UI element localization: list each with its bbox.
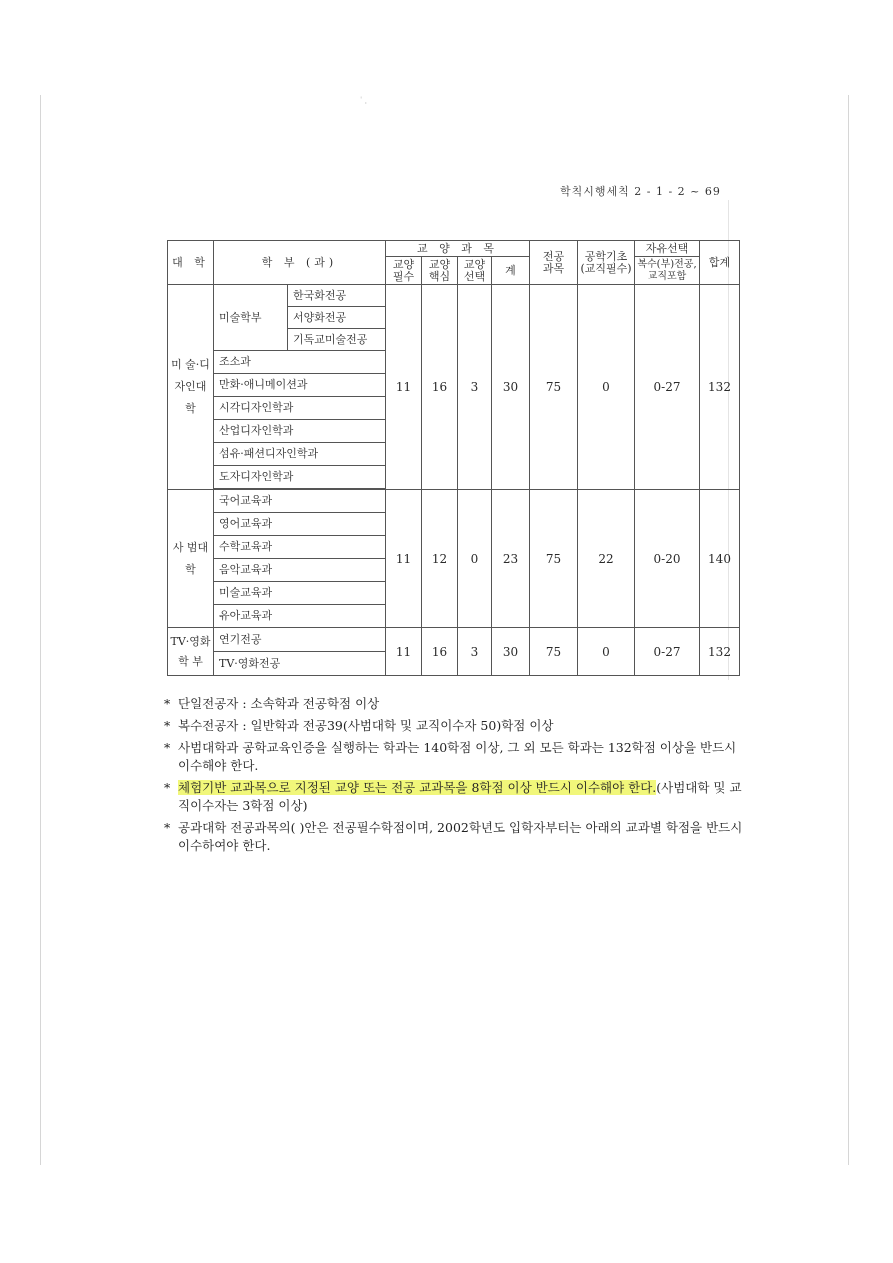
asterisk-marker: * xyxy=(164,740,171,755)
note-experiential-courses xyxy=(164,779,744,815)
gen-core-value: 12 xyxy=(422,490,458,628)
header-gen-elective: 교양선택 xyxy=(458,257,492,285)
major-value: 75 xyxy=(530,628,578,676)
gen-core-value: 16 xyxy=(422,628,458,676)
highlighted-note-text: 체험기반 교과목으로 지정된 교양 또는 전공 교과목을 8학점 이상 반드시 이수해야 한다. xyxy=(178,780,657,795)
eng-basic-value: 0 xyxy=(578,628,635,676)
gen-total-value: 23 xyxy=(492,490,530,628)
scan-edge-right xyxy=(848,95,849,1165)
header-free-elective-sub: 복수(부)전공,교직포함 xyxy=(635,257,700,285)
dept-cell: 조소과 xyxy=(214,351,386,374)
free-elective-value: 0-27 xyxy=(635,628,700,676)
asterisk-marker: * xyxy=(164,696,171,711)
dept-cell: 음악교육과 xyxy=(214,559,386,582)
college-tv-film: TV·영화학 부 xyxy=(168,628,214,676)
major-value: 75 xyxy=(530,285,578,490)
dept-cell: 섬유·패션디자인학과 xyxy=(214,443,386,466)
header-general-courses: 교 양 과 목 xyxy=(386,241,530,257)
school-fine-arts: 미술학부 xyxy=(214,285,288,351)
scan-edge-left xyxy=(40,95,41,1165)
asterisk-marker: * xyxy=(164,820,171,835)
note-engineering-majors xyxy=(164,819,744,855)
dept-cell: 연기전공 xyxy=(214,628,386,652)
note-text: 공과대학 전공과목의( )안은 전공필수학점이며, 2002학년도 입학자부터는 아래의 교과별 학점을 반드시 이수하여야 한다. xyxy=(178,820,743,853)
dept-cell: TV·영화전공 xyxy=(214,652,386,676)
header-gen-total: 계 xyxy=(492,257,530,285)
dept-cell: 도자디자인학과 xyxy=(214,466,386,489)
dept-cell: 수학교육과 xyxy=(214,536,386,559)
page-header-reference: 학칙시행세칙 2 - 1 - 2 ~ 69 xyxy=(560,185,721,198)
dept-cell: 미술교육과 xyxy=(214,582,386,605)
dept-cell: 만화·애니메이션과 xyxy=(214,374,386,397)
gen-core-value: 16 xyxy=(422,285,458,490)
header-gen-required: 교양필수 xyxy=(386,257,422,285)
asterisk-marker: * xyxy=(164,780,171,795)
free-elective-value: 0-20 xyxy=(635,490,700,628)
notes-section xyxy=(164,695,744,859)
dept-cell: 기독교미술전공 xyxy=(288,329,386,351)
note-single-major xyxy=(164,695,744,713)
dept-cell: 시각디자인학과 xyxy=(214,397,386,420)
gen-elective-value: 3 xyxy=(458,285,492,490)
dept-cell: 영어교육과 xyxy=(214,513,386,536)
eng-basic-value: 0 xyxy=(578,285,635,490)
dept-cell: 산업디자인학과 xyxy=(214,420,386,443)
eng-basic-value: 22 xyxy=(578,490,635,628)
gen-total-value: 30 xyxy=(492,285,530,490)
dept-cell: 유아교육과 xyxy=(214,605,386,628)
dept-cell: 한국화전공 xyxy=(288,285,386,307)
note-text: 단일전공자 : 소속학과 전공학점 이상 xyxy=(178,696,380,711)
free-elective-value: 0-27 xyxy=(635,285,700,490)
college-art-design: 미 술·디자인대 학 xyxy=(168,285,214,490)
header-college: 대 학 xyxy=(168,241,214,285)
note-text: (사범대학 및 교직이수자는 3학점 이상) xyxy=(178,780,742,813)
gen-required-value: 11 xyxy=(386,490,422,628)
total-value: 132 xyxy=(700,628,740,676)
note-double-major xyxy=(164,717,744,735)
dept-cell: 국어교육과 xyxy=(214,490,386,513)
scan-smudge: ˈ ˌ xyxy=(360,96,367,105)
note-text: 복수전공자 : 일반학과 전공39(사범대학 및 교직이수자 50)학점 이상 xyxy=(178,718,554,733)
gen-elective-value: 3 xyxy=(458,628,492,676)
header-total: 합계 xyxy=(700,241,740,285)
note-credit-minimum xyxy=(164,739,744,775)
note-text: 사범대학과 공학교육인증을 실행하는 학과는 140학점 이상, 그 외 모든 학과는 132학점 이상을 반드시 이수해야 한다. xyxy=(178,740,737,773)
gen-total-value: 30 xyxy=(492,628,530,676)
total-value: 132 xyxy=(700,285,740,490)
header-free-elective: 자유선택 xyxy=(635,241,700,257)
dept-cell: 서양화전공 xyxy=(288,307,386,329)
gen-required-value: 11 xyxy=(386,628,422,676)
gen-required-value: 11 xyxy=(386,285,422,490)
total-value: 140 xyxy=(700,490,740,628)
major-value: 75 xyxy=(530,490,578,628)
header-gen-core: 교양핵심 xyxy=(422,257,458,285)
credit-requirements-table xyxy=(167,240,740,676)
college-education: 사 범대 학 xyxy=(168,490,214,628)
asterisk-marker: * xyxy=(164,718,171,733)
gen-elective-value: 0 xyxy=(458,490,492,628)
header-major-courses: 전공과목 xyxy=(530,241,578,285)
header-engineering-basic: 공학기초(교직필수) xyxy=(578,241,635,285)
header-department: 학 부 (과) xyxy=(214,241,386,285)
